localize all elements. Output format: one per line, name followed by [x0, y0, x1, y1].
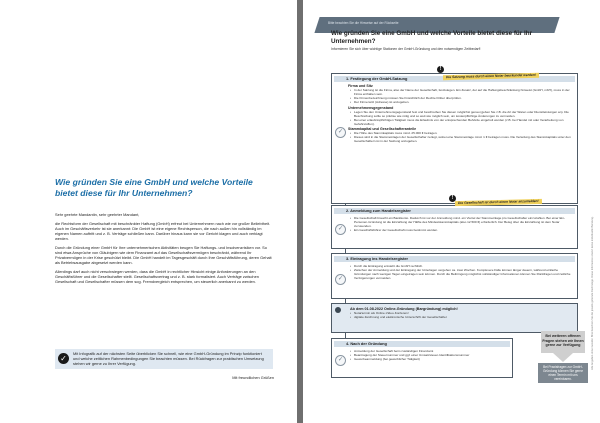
list-item: • Die Höhe des Stammkapitals muss mind. 25.000 € betragen. — [354, 131, 574, 135]
step-card-3 — [331, 253, 578, 299]
exclamation-icon: ! — [449, 195, 456, 202]
info-heading: Ab dem 01.08.2022 Online-Gründung (Bargründung) möglich! — [350, 307, 458, 311]
step-list — [332, 131, 577, 143]
right-page — [303, 0, 600, 423]
step-card-4 — [331, 338, 513, 378]
info-dot-icon — [335, 307, 341, 313]
list-item: • Notartermin als Online-Video-Konferenz — [354, 311, 574, 315]
step-list — [332, 349, 512, 361]
list-item: • Durch die Eintragung entsteht die GmbH rechtlich. — [354, 264, 574, 268]
list-item: • Die Firmenbezeichnung müssen Sie hinsichtlich der Rechte Dritter überprüfen. — [354, 96, 574, 100]
letter-body — [55, 212, 273, 288]
infographic-title: Wie gründen Sie eine GmbH und welche Vorteile bietet diese für Ihr Unternehmen? — [331, 30, 533, 45]
notice-sticker: Die Satzung muss durch einen Notar beurkundet werden! — [443, 73, 539, 81]
list-item: • Dieses wird in die Stammeinlagen der Gesellschafter zerlegt, wobei eine Stammeinlage mind. 1 € betragen muss. Die Verteilung des Stammkapitals unter den Gesellschaftern ist in der Satzung anzugeben. — [354, 135, 574, 143]
step-list — [332, 216, 577, 232]
list-item: • Anmeldung der Gesellschaft beim zuständigen Finanzamt — [354, 349, 509, 353]
info-list — [332, 311, 577, 319]
step-heading: 4. Nach der Gründung — [334, 341, 510, 347]
body-paragraph: Allerdings darf auch nicht verschwiegen werden, dass die GmbH in rechtlicher Hinsicht einige Anforderungen an den Geschäftsführer und die Gesellschafter stellt. Gesellschaftsvertrag und z. B. stark formalisiert. Auch Verträge zwischen Gesellschaft und Gesellschafter müssen dem sog. Fremdvergleich entsprechen, um steuerlich anerkannt zu werden. — [55, 268, 259, 284]
step-card-1 — [331, 73, 578, 204]
callout-text: Bei weiteren offenen Fragen stehen wir Ihnen gerne zur Verfügung — [542, 334, 584, 348]
step-subheading: Firma und Sitz — [348, 84, 373, 88]
checkmark-icon: ✓ — [335, 274, 346, 285]
appointment-callout — [538, 363, 588, 383]
step-heading: 1. Festlegung der GmbH-Satzung — [334, 76, 575, 82]
list-item: • In der Satzung ist die Firma, also der Name der Gesellschaft, festzulegen. Ein Zusatz, der auf die Haftungsbeschränkung hinweist (GmbH, mbH), muss in der Firma enthalten sein. — [354, 88, 574, 96]
infographic-intro: Informieren Sie sich über wichtige Stationen der GmbH-Gründung und den notwendigen Zeitbedarf! — [331, 47, 481, 51]
list-item: • Zwischen der Anmeldung und der Eintragung der Unterlagen vergehen ca. zwei Wochen. Komplexere Fälle können länger dauern, während einfache Gründungen nach wenigen Tagen eingetragen sein können. Durch die Beibringung möglichst vollständiger Informationen können Sie Rückfragen und zeitliche Verzögerungen vermeiden. — [354, 268, 574, 280]
body-paragraph: Durch die Gründung einer GmbH für Ihre unternehmerischen Aktivitäten beugen Sie Haftungs- und Insolvenzrisiken vor. So sind etwa Ansprüche von Gläubigern wie dem Finanzamt auf das Gesellschaftsvermögen beschränkt, während Ihr Privatvermögen in der Krise geschützt bleibt. Die GmbH handelt im Tagesgeschäft durch Ihre Geschäftsführung, deren Gehalt als Betriebsausgabe abgesetzt werden kann. — [55, 244, 272, 265]
tip-box — [55, 349, 273, 369]
callout-arrow — [553, 353, 573, 362]
step-heading: 2. Anmeldung zum Handelsregister — [334, 208, 575, 214]
list-item: • Ein Geschäftsführer der Gesellschaft muss bestimmt werden. — [354, 228, 574, 232]
step-subheading: Stammkapital und Gesellschafteranteile — [348, 127, 417, 131]
tip-text: Mit Infografik auf der nächsten Seite überblicken Sie schnell, wie eine GmbH-Gründung im Prinzip funktioniert und welche zeitlichen Rahmenbedingungen Sie beachten müssen. Bei Rückfragen zur praktischen Umsetzung stehen wir gerne zu Ihrer Verfügung. — [73, 351, 264, 367]
step-list — [332, 264, 577, 280]
checkmark-icon: ✓ — [335, 224, 346, 235]
checkmark-icon: ✓ — [58, 353, 69, 364]
questions-callout — [541, 331, 585, 353]
list-item: • Der Firmensitz (Adresse) ist anzugeben. — [354, 100, 574, 104]
list-item: • Gewerbeanmeldung (bei gewerblicher Tätigkeit) — [354, 357, 509, 361]
step-list — [332, 88, 577, 104]
list-item: • Bei einer erlaubnispflichtigen Tätigkeit muss die Erlaubnis von der entsprechenden Behörde eingeholt werden (z.B. bei Handel mit oder Verarbeitung von Gefahrstoffen). — [354, 118, 574, 126]
online-founding-box — [331, 303, 578, 333]
step-heading: 3. Eintragung ins Handelsregister — [334, 256, 575, 262]
callout-text: Bei Praxisfragen zur GmbH-Gründung können Sie gerne einen Termin mit uns vereinbaren. — [542, 365, 584, 382]
left-page — [0, 0, 297, 423]
step-list — [332, 110, 577, 126]
step-card-2 — [331, 205, 578, 249]
exclamation-icon: ! — [437, 66, 444, 73]
list-item: • Beantragung der Steuernummer und ggf. einer Umsatzsteuer-Identifikationsnummer — [354, 353, 509, 357]
banner-note: Bitte beachten Sie die Hinweise auf der Rückseite — [328, 21, 399, 25]
checkmark-icon: ✓ — [335, 127, 346, 138]
notice-sticker: Die Gesellschaft ist durch einen Notar anzumelden! — [455, 199, 542, 206]
side-note-text: Alle Angaben ohne Gewähr. Bitte beachten Sie die jeweils geltende Rechtslage. Diese Information ersetzt keine individuelle Beratung. — [591, 216, 594, 370]
list-item: • digitale Zeichnung und elektronische Unterschrift der Gesellschafter — [354, 315, 574, 319]
body-paragraph: die Rechtsform der Gesellschaft mit beschränkter Haftung (GmbH) erfreut bei Unternehmern nach wie vor großer Beliebtheit. Auch im Geschäftsverkehr ist sie anerkannt: Die GmbH ist eine eigene Rechtsperson, die nach außen hin vollständig im eigenen Namen auftritt und z. B. Verträge schließen kann. Darüber hinaus kann sie vor Gericht klagen und auch verklagt werden. — [55, 220, 271, 241]
closing: Mit freundlichen Grüßen — [232, 375, 274, 380]
list-item: • Legen Sie den Unternehmensgegenstand fest und beschreiben Sie diesen möglichst genau (geben Sie z.B. die Art der Waren oder Dienstleistungen an). Die Beschreibung sollte so präzise wie nötig und so weit wie möglich sein, um kostenpflichtige Änderungen zu vermeiden. — [354, 110, 574, 118]
checkmark-icon: ✓ — [335, 355, 346, 366]
list-item: • Die Gesellschaft braucht ein Bankkonto. Dadurch ist vor der Anmeldung mind. ein Viertel der Stammeinlage pro Gesellschafter einzuzahlen. Bei einer Ein-Personen-Gründung ist die Einzahlung der Hälfte des Mindeststammkapitals (also 12.500 €) erforderlich. Der Beleg über die Einzahlung ist dem Notar zuzusenden. — [354, 216, 574, 228]
page-title: Wie gründen Sie eine GmbH und welche Vorteile bietet diese für Ihr Unternehmen? — [55, 177, 253, 198]
salutation: Sehr geehrte Mandantin, sehr geehrter Mandant, — [55, 212, 140, 217]
step-subheading: Unternehmensgegenstand — [348, 105, 394, 110]
side-note — [590, 50, 596, 370]
